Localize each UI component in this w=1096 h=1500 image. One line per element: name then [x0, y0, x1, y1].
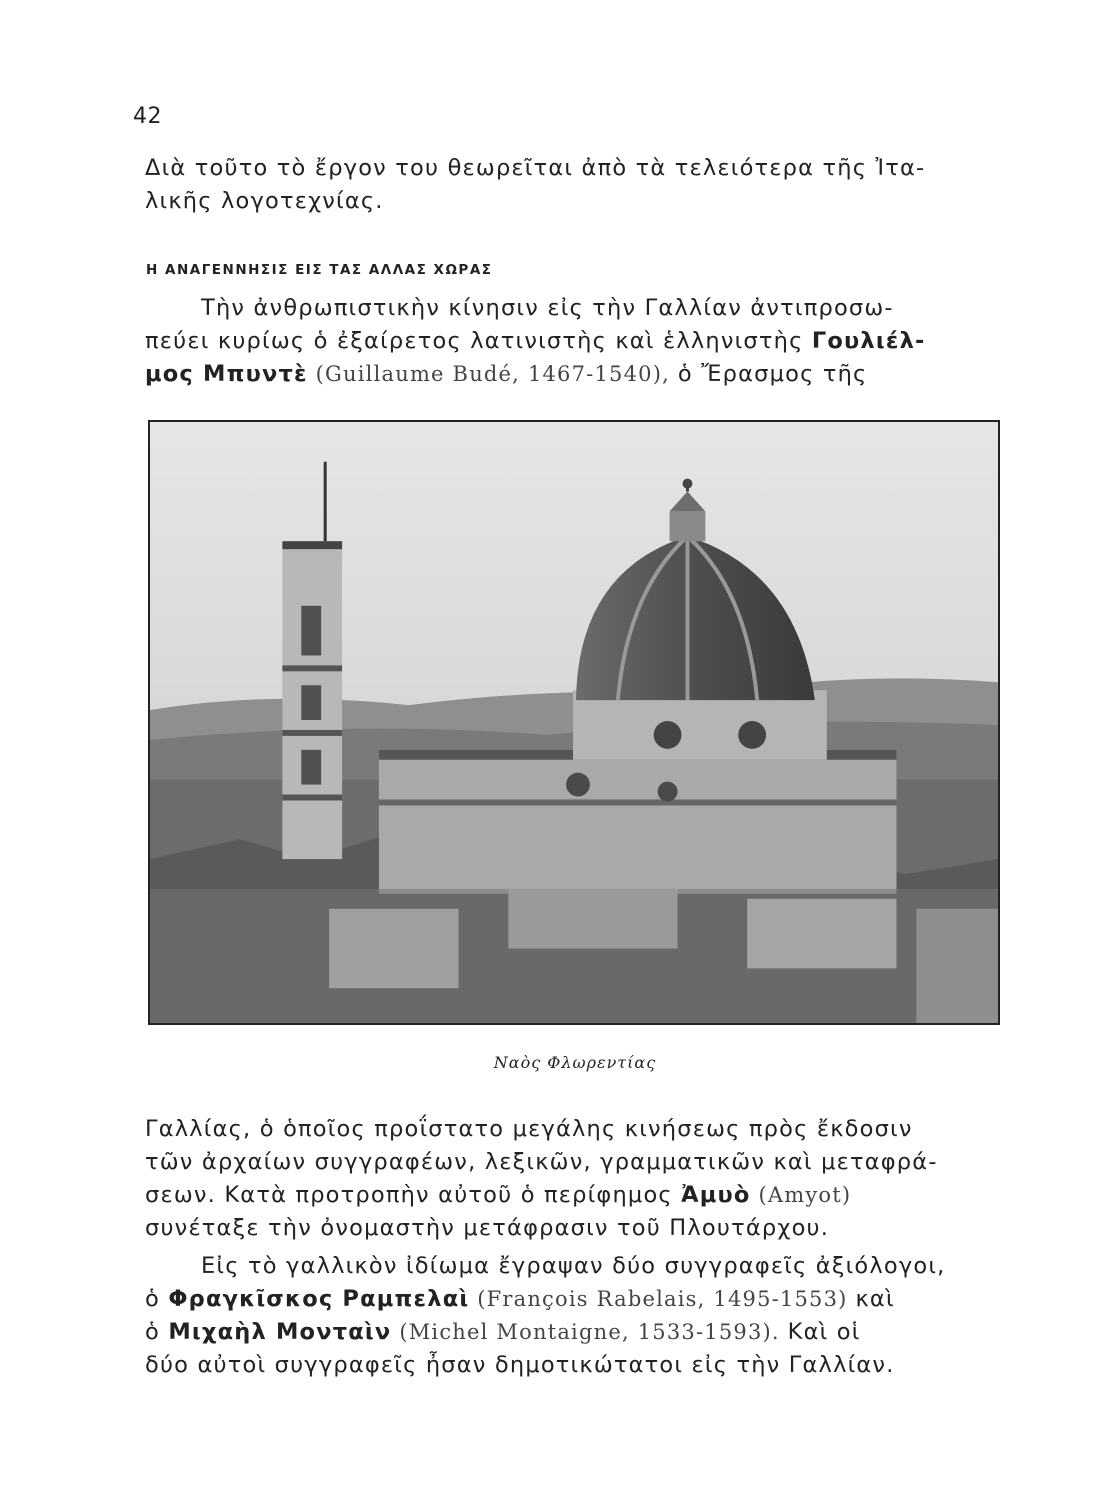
- p1-line-3: [145, 358, 1025, 391]
- p1-line-2: [145, 325, 1025, 358]
- p1-line-1: Τὴν ἀνθρωπιστικὴν κίνησιν εἰς τὴν Γαλλίαν ἀντιπροσω-: [201, 295, 894, 321]
- p2-line-2: τῶν ἀρχαίων συγγραφέων, λεξικῶν, γραμματικῶν καὶ μεταφρά-: [145, 1149, 938, 1175]
- name-amyot: Ἀμυὸ: [681, 1182, 751, 1208]
- p3-line-2: [145, 1283, 1025, 1316]
- paragraph-2: [145, 1113, 1025, 1245]
- cathedral-illustration: [150, 422, 998, 1023]
- p2-line-3-text: σεων. Κατὰ προτροπὴν αὐτοῦ ὁ περίφημος: [145, 1182, 682, 1208]
- paragraph-3: [145, 1250, 1025, 1382]
- intro-paragraph: [145, 152, 1025, 218]
- florence-cathedral-photo: [148, 420, 1000, 1025]
- p1-line-2-text: πεύει κυρίως ὁ ἐξαίρετος λατινιστὴς καὶ ἑλληνιστὴς: [145, 328, 812, 354]
- p1-line-3-tail: ὁ Ἔρασμος τῆς: [677, 361, 868, 387]
- figure-caption: Ναὸς Φλωρεντίας: [493, 1053, 657, 1072]
- p3-line-4: δύο αὐτοὶ συγγραφεῖς ἦσαν δημοτικώτατοι εἰς τὴν Γαλλίαν.: [145, 1352, 895, 1378]
- bude-latin-name: (Guillaume Budé, 1467-1540),: [307, 362, 678, 386]
- paragraph-1: [145, 292, 1025, 391]
- section-heading: Η ΑΝΑΓΕΝΝΗΣΙΣ ΕΙΣ ΤΑΣ ΑΛΛΑΣ ΧΩΡΑΣ: [146, 262, 493, 278]
- name-rabelais: Φραγκῖσκος Ραμπελαὶ: [168, 1286, 470, 1312]
- p2-line-4: συνέταξε τὴν ὀνομαστὴν μετάφρασιν τοῦ Πλουτάρχου.: [145, 1215, 830, 1241]
- name-bude-part1: Γουλιέλ-: [811, 328, 926, 354]
- p2-line-3: [145, 1179, 1025, 1212]
- p3-line-2-article: ὁ: [145, 1286, 169, 1312]
- p3-line-3-tail: Καὶ οἱ: [787, 1319, 861, 1345]
- amyot-latin-name: (Amyot): [750, 1183, 852, 1207]
- montaigne-latin-name: (Michel Montaigne, 1533-1593).: [391, 1320, 788, 1344]
- p3-line-3-article: ὁ: [145, 1319, 169, 1345]
- intro-line-1: Διὰ τοῦτο τὸ ἔργον του θεωρεῖται ἀπὸ τὰ τελειότερα τῆς Ἰτα-: [145, 155, 926, 181]
- p3-line-2-tail: καὶ: [855, 1286, 895, 1312]
- p3-line-3: [145, 1316, 1025, 1349]
- name-montaigne: Μιχαὴλ Μονταὶν: [168, 1319, 392, 1345]
- intro-line-2: λικῆς λογοτεχνίας.: [145, 188, 384, 214]
- page-number: 42: [133, 104, 162, 129]
- p3-line-1: Εἰς τὸ γαλλικὸν ἰδίωμα ἔγραψαν δύο συγγραφεῖς ἀξιόλογοι,: [201, 1253, 946, 1279]
- p2-line-1: Γαλλίας, ὁ ὁποῖος προΐστατο μεγάλης κινήσεως πρὸς ἔκδοσιν: [145, 1116, 913, 1142]
- name-bude-part2: μος Μπυντὲ: [145, 361, 308, 387]
- rabelais-latin-name: (François Rabelais, 1495-1553): [469, 1287, 856, 1311]
